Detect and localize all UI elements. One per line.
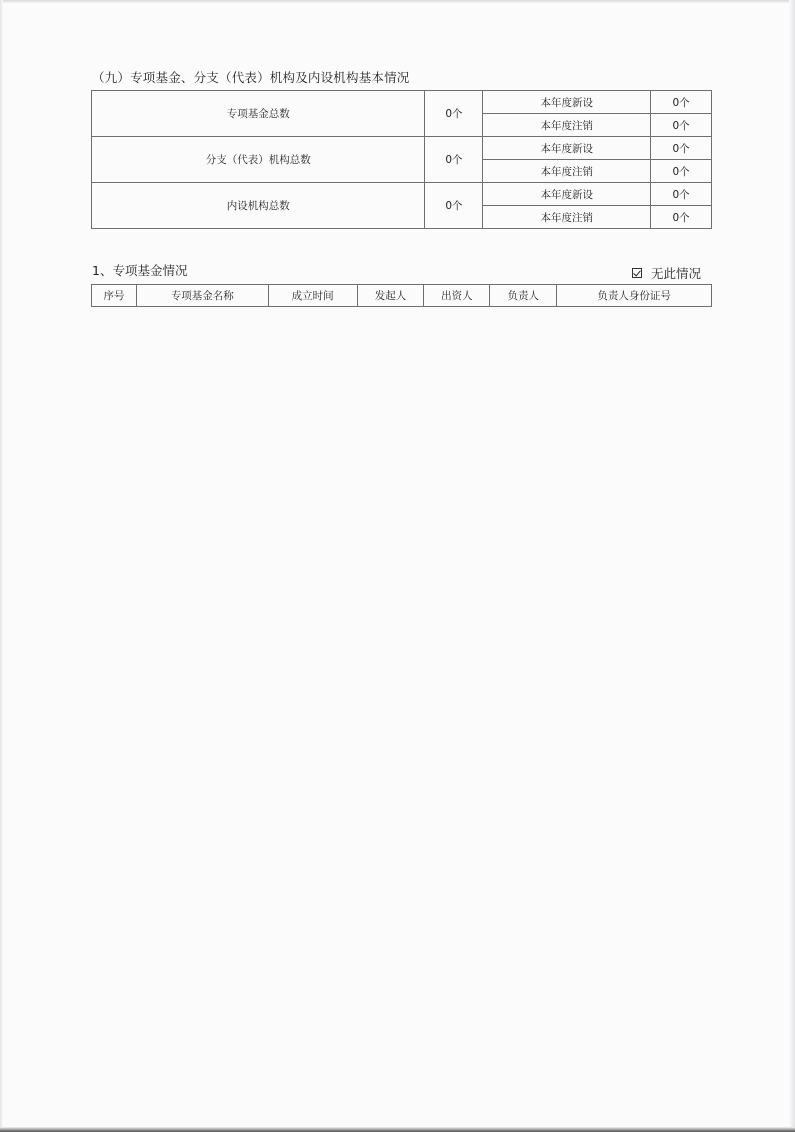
summary-cancel-value: 0个 — [651, 206, 712, 229]
summary-cancel-label: 本年度注销 — [483, 206, 651, 229]
summary-new-value: 0个 — [651, 183, 712, 206]
summary-new-value: 0个 — [651, 91, 712, 114]
summary-row-internal — [92, 183, 712, 206]
page-edge-left — [0, 0, 3, 1132]
summary-cancel-label: 本年度注销 — [483, 160, 651, 183]
summary-cancel-label: 本年度注销 — [483, 114, 651, 137]
page-edge-bottom — [0, 1127, 795, 1132]
column-header-fund-name: 专项基金名称 — [136, 285, 268, 307]
section-title: （九）专项基金、分支（代表）机构及内设机构基本情况 — [92, 70, 410, 85]
summary-cancel-value: 0个 — [651, 114, 712, 137]
summary-row-special-funds — [92, 91, 712, 114]
summary-new-value: 0个 — [651, 137, 712, 160]
summary-label: 内设机构总数 — [92, 183, 425, 229]
no-case-label: 无此情况 — [651, 266, 702, 281]
no-case-option[interactable] — [632, 264, 701, 282]
summary-new-label: 本年度新设 — [483, 183, 651, 206]
fund-section-title: 1、专项基金情况 — [92, 263, 188, 278]
summary-new-label: 本年度新设 — [483, 137, 651, 160]
page-edge-right — [789, 0, 795, 1132]
summary-label: 专项基金总数 — [92, 91, 425, 137]
summary-total: 0个 — [425, 91, 483, 137]
summary-label: 分支（代表）机构总数 — [92, 137, 425, 183]
column-header-initiator: 发起人 — [357, 285, 424, 307]
summary-row-branches — [92, 137, 712, 160]
fund-table-header — [92, 285, 712, 307]
fund-table — [91, 284, 712, 307]
column-header-established: 成立时间 — [268, 285, 357, 307]
column-header-funder: 出资人 — [424, 285, 490, 307]
summary-table — [91, 90, 712, 229]
summary-total: 0个 — [425, 137, 483, 183]
page-edge-top — [0, 0, 795, 3]
column-header-person-in-charge: 负责人 — [490, 285, 557, 307]
checked-checkbox-icon[interactable] — [632, 268, 642, 278]
summary-total: 0个 — [425, 183, 483, 229]
column-header-id-number: 负责人身份证号 — [557, 285, 712, 307]
column-header-serial: 序号 — [92, 285, 137, 307]
summary-new-label: 本年度新设 — [483, 91, 651, 114]
summary-cancel-value: 0个 — [651, 160, 712, 183]
